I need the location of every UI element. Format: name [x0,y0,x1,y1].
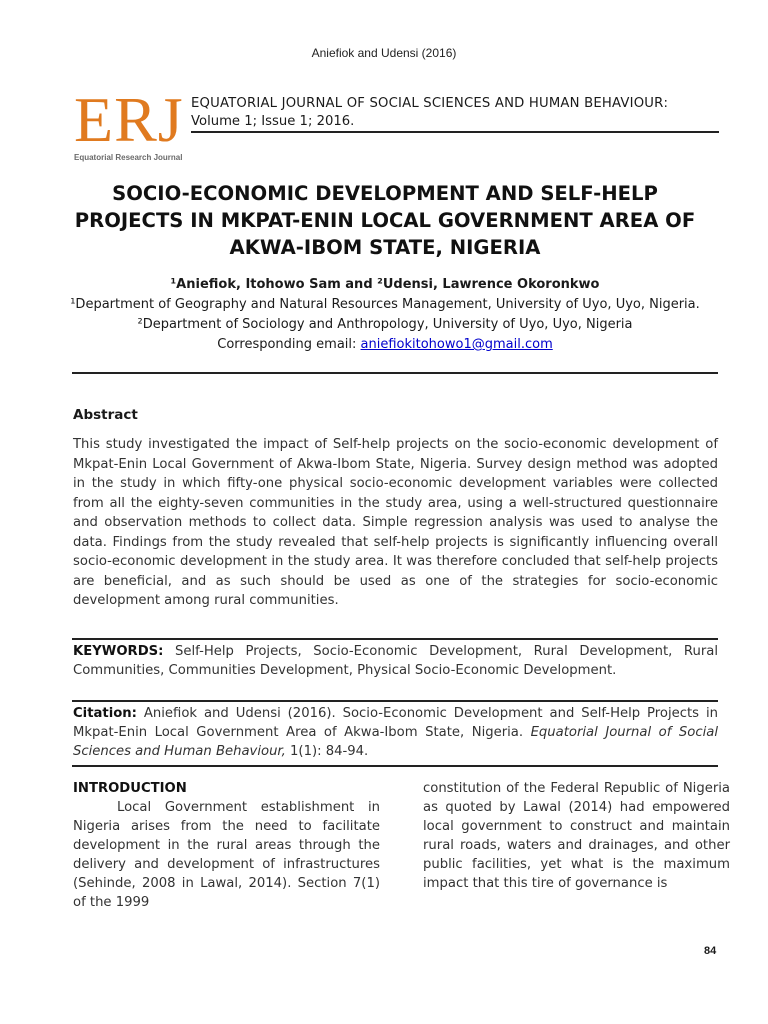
citation-bottom-rule [72,765,718,767]
email-label: Corresponding email: [217,337,361,352]
authors-block [60,275,710,355]
citation-pages: 1(1): 84-94. [285,744,369,759]
logo-caption: Equatorial Research Journal [74,153,183,162]
journal-info [191,95,719,131]
keywords-label: KEYWORDS: [73,644,164,659]
corresponding-email-line [60,335,710,355]
keywords-text: Self-Help Projects, Socio-Economic Development, Rural Development, Rural Communities, Communities Development, Physical Socio-Economic Development. [73,644,718,678]
journal-name: EQUATORIAL JOURNAL OF SOCIAL SCIENCES AND HUMAN BEHAVIOUR [191,96,664,111]
keywords-block [73,642,718,680]
citation-text: Aniefiok and Udensi (2016). Socio-Economic Development and Self-Help Projects in Mkpat-Enin Local Government Area of Akwa-Ibom State, Nigeria. [73,706,718,740]
logo-letters: ERJ [74,84,184,155]
paper-title: SOCIO-ECONOMIC DEVELOPMENT AND SELF-HELP PROJECTS IN MKPAT-ENIN LOCAL GOVERNMENT AREA OF AKWA-IBOM STATE, NIGERIA [74,182,696,259]
citation-journal: Equatorial Journal of Social Sciences and Human Behaviour, [73,725,718,759]
citation-block [73,704,718,761]
abstract-body: This study investigated the impact of Self-help projects on the socio-economic development of Mkpat-Enin Local Government of Akwa-Ibom State, Nigeria. Survey design method was adopted in the study in which fifty-one physical socio-economic development variables were collected from all the eighty-seven communities in the study area, using a well-structured questionnaire and observation methods to collect data. Simple regression analysis was used to analyse the data. Findings from the study revealed that self-help projects is significantly influencing overall socio-economic development in the study area. It was therefore concluded that self-help projects are beneficial, and as such should be used as one of the strategies for socio-economic development among rural communities. [73,437,718,608]
introduction-left-column [73,779,380,912]
abstract-heading: Abstract [73,407,138,423]
affiliation-2: ²Department of Sociology and Anthropology, University of Uyo, Uyo, Nigeria [137,317,633,332]
citation-top-rule [72,700,718,702]
author-names: ¹Aniefiok, Itohowo Sam and ²Udensi, Lawrence Okoronkwo [170,277,600,292]
header-divider [72,372,718,374]
citation-label: Citation: [73,706,137,721]
journal-divider [191,131,719,133]
introduction-heading: INTRODUCTION [73,781,187,796]
affiliation-1: ¹Department of Geography and Natural Resources Management, University of Uyo, Uyo, Nigeria. [70,297,700,312]
journal-logo [74,84,184,168]
running-head: Aniefiok and Udensi (2016) [311,46,457,60]
keywords-top-rule [72,638,718,640]
introduction-right-column: constitution of the Federal Republic of Nigeria as quoted by Lawal (2014) had empowered local government to construct and maintain rural roads, waters and drainages, and other public facilities, yet what is the maximum impact that this tire of governance is [423,781,730,891]
journal-details: : Volume 1; Issue 1; 2016. [191,96,668,129]
email-link[interactable]: aniefiokitohowo1@gmail.com [360,337,553,352]
introduction-paragraph: Local Government establishment in Nigeria arises from the need to facilitate development in the rural areas through the delivery and development of infrastructures (Sehinde, 2008 in Lawal, 2014). Section 7(1) of the 1999 [73,800,380,910]
page-number: 84 [704,945,717,957]
